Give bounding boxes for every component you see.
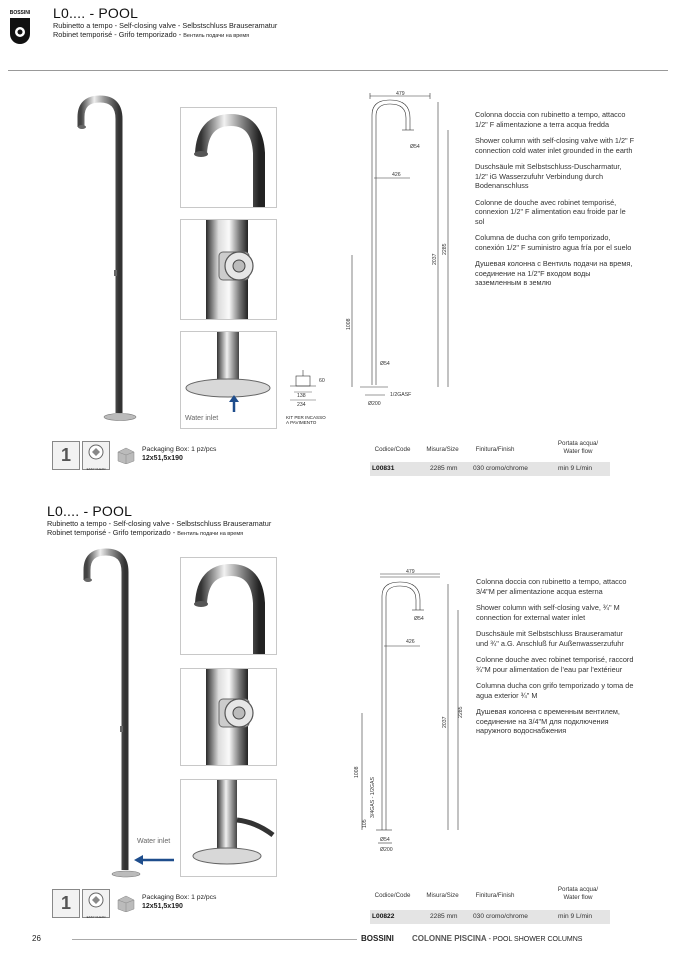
section1-subtitle2 — [53, 30, 277, 41]
desc2-de: Duschsäule mit Selbstschluss Brauseramatur und ¾" a.G. Anschluß fur Außenwasserzufuhr — [476, 629, 624, 648]
th-finish: Finitura/Finish — [475, 892, 515, 899]
section1-product-table — [370, 440, 610, 480]
desc2-it: Colonna doccia con rubinetto a tempo, attacco 3/4"M per alimentazione acqua esterna — [476, 577, 627, 596]
section1-floor-kit-drawing — [286, 368, 336, 428]
easy-clean-label: EASY CLEAN — [86, 467, 106, 471]
dim2-426: 426 — [406, 639, 415, 645]
th-flow: Portata acqua/ Water flow — [557, 440, 599, 455]
desc-it: Colonna doccia con rubinetto a tempo, attacco 1/2" F alimentazione a terra acqua fredda — [475, 110, 626, 129]
dim2-spout-dia: Ø54 — [414, 616, 424, 622]
dim-1008: 1008 — [346, 318, 352, 330]
section2-subtitle1: Rubinetto a tempo - Self-closing valve - Selbstschluss Brauseramatur — [47, 519, 272, 528]
dim2-2285: 2285 — [458, 706, 464, 718]
bossini-logo — [8, 8, 32, 44]
packaging-size: 12x51,5x190 — [142, 454, 183, 462]
footer-divider — [72, 939, 357, 940]
section2-title-code: L0.... — [47, 503, 80, 519]
packaging-size: 12x51,5x190 — [142, 902, 183, 910]
section1-title-suffix: - POOL — [89, 5, 139, 21]
dim2-105: 105 — [362, 819, 368, 828]
easy-clean-icon — [82, 889, 110, 918]
dim-pipe-dia: Ø54 — [380, 361, 390, 367]
dim-426: 426 — [392, 172, 401, 178]
easy-clean-icon — [82, 441, 110, 470]
packaging-box-icon — [116, 446, 136, 464]
section2-water-inlet-label: Water inlet — [137, 838, 171, 845]
packaging-box-icon — [116, 894, 136, 912]
section2-subtitle2-text: Robinet temporisé - Grifo temporizado - — [47, 528, 178, 537]
one-piece-icon-text: 1 — [60, 445, 71, 465]
cell-finish: 030 cromo/chrome — [473, 913, 528, 920]
dim-2037: 2037 — [432, 253, 438, 265]
th-flow: Portata acqua/ Water flow — [557, 886, 599, 901]
section1-subtitle-russian: Вентиль подачи на время — [183, 33, 250, 39]
section1-divider — [8, 70, 668, 71]
table-row — [370, 910, 610, 924]
kit-label: KIT PER INCASSO A PAVIMENTO — [286, 415, 326, 425]
section2-title-suffix: - POOL — [83, 503, 133, 519]
one-piece-icon-text: 1 — [60, 893, 71, 913]
desc-fr: Colonne de douche avec robinet temporisé, connexion 1/2" F alimentation eau froide par le sol — [475, 197, 626, 226]
section1-subtitle2-text: Robinet temporisé - Grifo temporizado - — [53, 30, 184, 39]
section1-water-inlet-label: Water inlet — [185, 415, 219, 422]
section1-title — [53, 5, 277, 21]
desc2-es: Columna ducha con grifo temporizado y toma de agua exterior ¾" M — [476, 681, 634, 700]
section1-header — [53, 5, 277, 41]
section2-subtitle-russian: Вентиль подачи на время — [177, 531, 244, 537]
section1-title-code: L0.... — [53, 5, 86, 21]
section1-base-photo — [180, 331, 277, 429]
dim2-2037: 2037 — [442, 716, 448, 728]
cell-size: 2285 mm — [430, 465, 458, 472]
dim2-1008: 1008 — [354, 766, 360, 778]
cell-code: L00822 — [372, 913, 395, 920]
th-finish: Finitura/Finish — [475, 446, 515, 453]
desc-ru: Душевая колонна с Вентиль подачи на время, соединение на 1/2"F входом воды заземленным в землю — [475, 259, 633, 287]
kit-dim-inner: 138 — [297, 393, 306, 399]
cell-finish: 030 cromo/chrome — [473, 465, 528, 472]
section1-valve-photo — [180, 219, 277, 320]
footer-category-it: COLONNE PISCINA — [412, 934, 487, 943]
desc-es: Columna de ducha con grifo temporizado, conexión 1/2" F suministro agua fría por el suelo — [475, 233, 632, 252]
dim2-pipe-dia: Ø54 — [380, 837, 390, 843]
desc-en: Shower column with self-closing valve with 1/2" F connection cold water inlet grounded in the earth — [475, 136, 635, 155]
section2-spout-photo — [180, 557, 277, 655]
section2-title — [47, 503, 271, 519]
section2-product-table — [370, 886, 610, 926]
page-number: 26 — [32, 934, 41, 943]
footer-brand: BOSSINI — [361, 934, 394, 943]
cell-flow: min 9 L/min — [558, 465, 593, 472]
dim-spout-dia: Ø54 — [410, 144, 420, 150]
section1-spout-photo — [180, 107, 277, 208]
kit-dim-outer: 234 — [297, 402, 306, 408]
cell-code: L00831 — [372, 465, 395, 472]
section2-header — [47, 503, 271, 539]
section2-valve-photo — [180, 668, 277, 766]
section1-technical-drawing — [330, 90, 465, 410]
one-piece-icon — [52, 889, 80, 918]
desc-de: Duschsäule mit Selbstschluss-Duscharmatur, 1/2" iG Wasserzufuhr Verbindung durch Bodenanschluss — [475, 162, 622, 190]
section1-column-photo — [72, 95, 137, 425]
footer-category-en: - POOL SHOWER COLUMNS — [486, 936, 583, 943]
desc2-en: Shower column with self-closing valve, ¾" M connection for external water inlet — [476, 603, 620, 622]
easy-clean-label: EASY CLEAN — [86, 915, 106, 919]
dim-base-dia: Ø200 — [368, 401, 381, 407]
section2-column-photo — [78, 548, 143, 883]
section2-technical-drawing — [340, 568, 470, 858]
dim-479: 479 — [396, 91, 405, 97]
footer-category — [412, 934, 582, 943]
dim2-479: 479 — [406, 569, 415, 575]
th-size: Misura/Size — [426, 892, 459, 899]
one-piece-icon — [52, 441, 80, 470]
section2-packaging — [142, 894, 216, 911]
section1-packaging — [142, 446, 216, 463]
section2-descriptions — [476, 577, 636, 743]
water-inlet-arrow — [134, 852, 174, 862]
section2-base-photo — [180, 779, 277, 877]
table-row — [370, 462, 610, 476]
th-code: Codice/Code — [374, 446, 411, 453]
packaging-label: Packaging Box: 1 pz/pcs — [142, 446, 217, 453]
packaging-label: Packaging Box: 1 pz/pcs — [142, 894, 217, 901]
dim-2285: 2285 — [442, 243, 448, 255]
dim2-connection: 3/4GAS - 1/2GAS — [370, 777, 376, 818]
section1-subtitle1: Rubinetto a tempo - Self-closing valve - Selbstschluss Brauseramatur — [53, 21, 278, 30]
dim-connection: 1/2GASF — [390, 392, 412, 398]
dim2-base-dia: Ø200 — [380, 847, 393, 853]
th-size: Misura/Size — [426, 446, 459, 453]
cell-flow: min 9 L/min — [558, 913, 593, 920]
section1-descriptions — [475, 110, 635, 295]
section2-subtitle2 — [47, 528, 271, 539]
desc2-ru: Душевая колонна с временным вентилем, соединение на 3/4"M для подключения наружного водоснабжения — [476, 707, 620, 735]
th-code: Codice/Code — [374, 892, 411, 899]
logo-text: BOSSINI — [9, 10, 31, 16]
kit-dim-height: 60 — [319, 378, 325, 384]
cell-size: 2285 mm — [430, 913, 458, 920]
desc2-fr: Colonne douche avec robinet temporisé, raccord ¾"M pour alimentation de l'eau par l'extérieur — [476, 655, 634, 674]
